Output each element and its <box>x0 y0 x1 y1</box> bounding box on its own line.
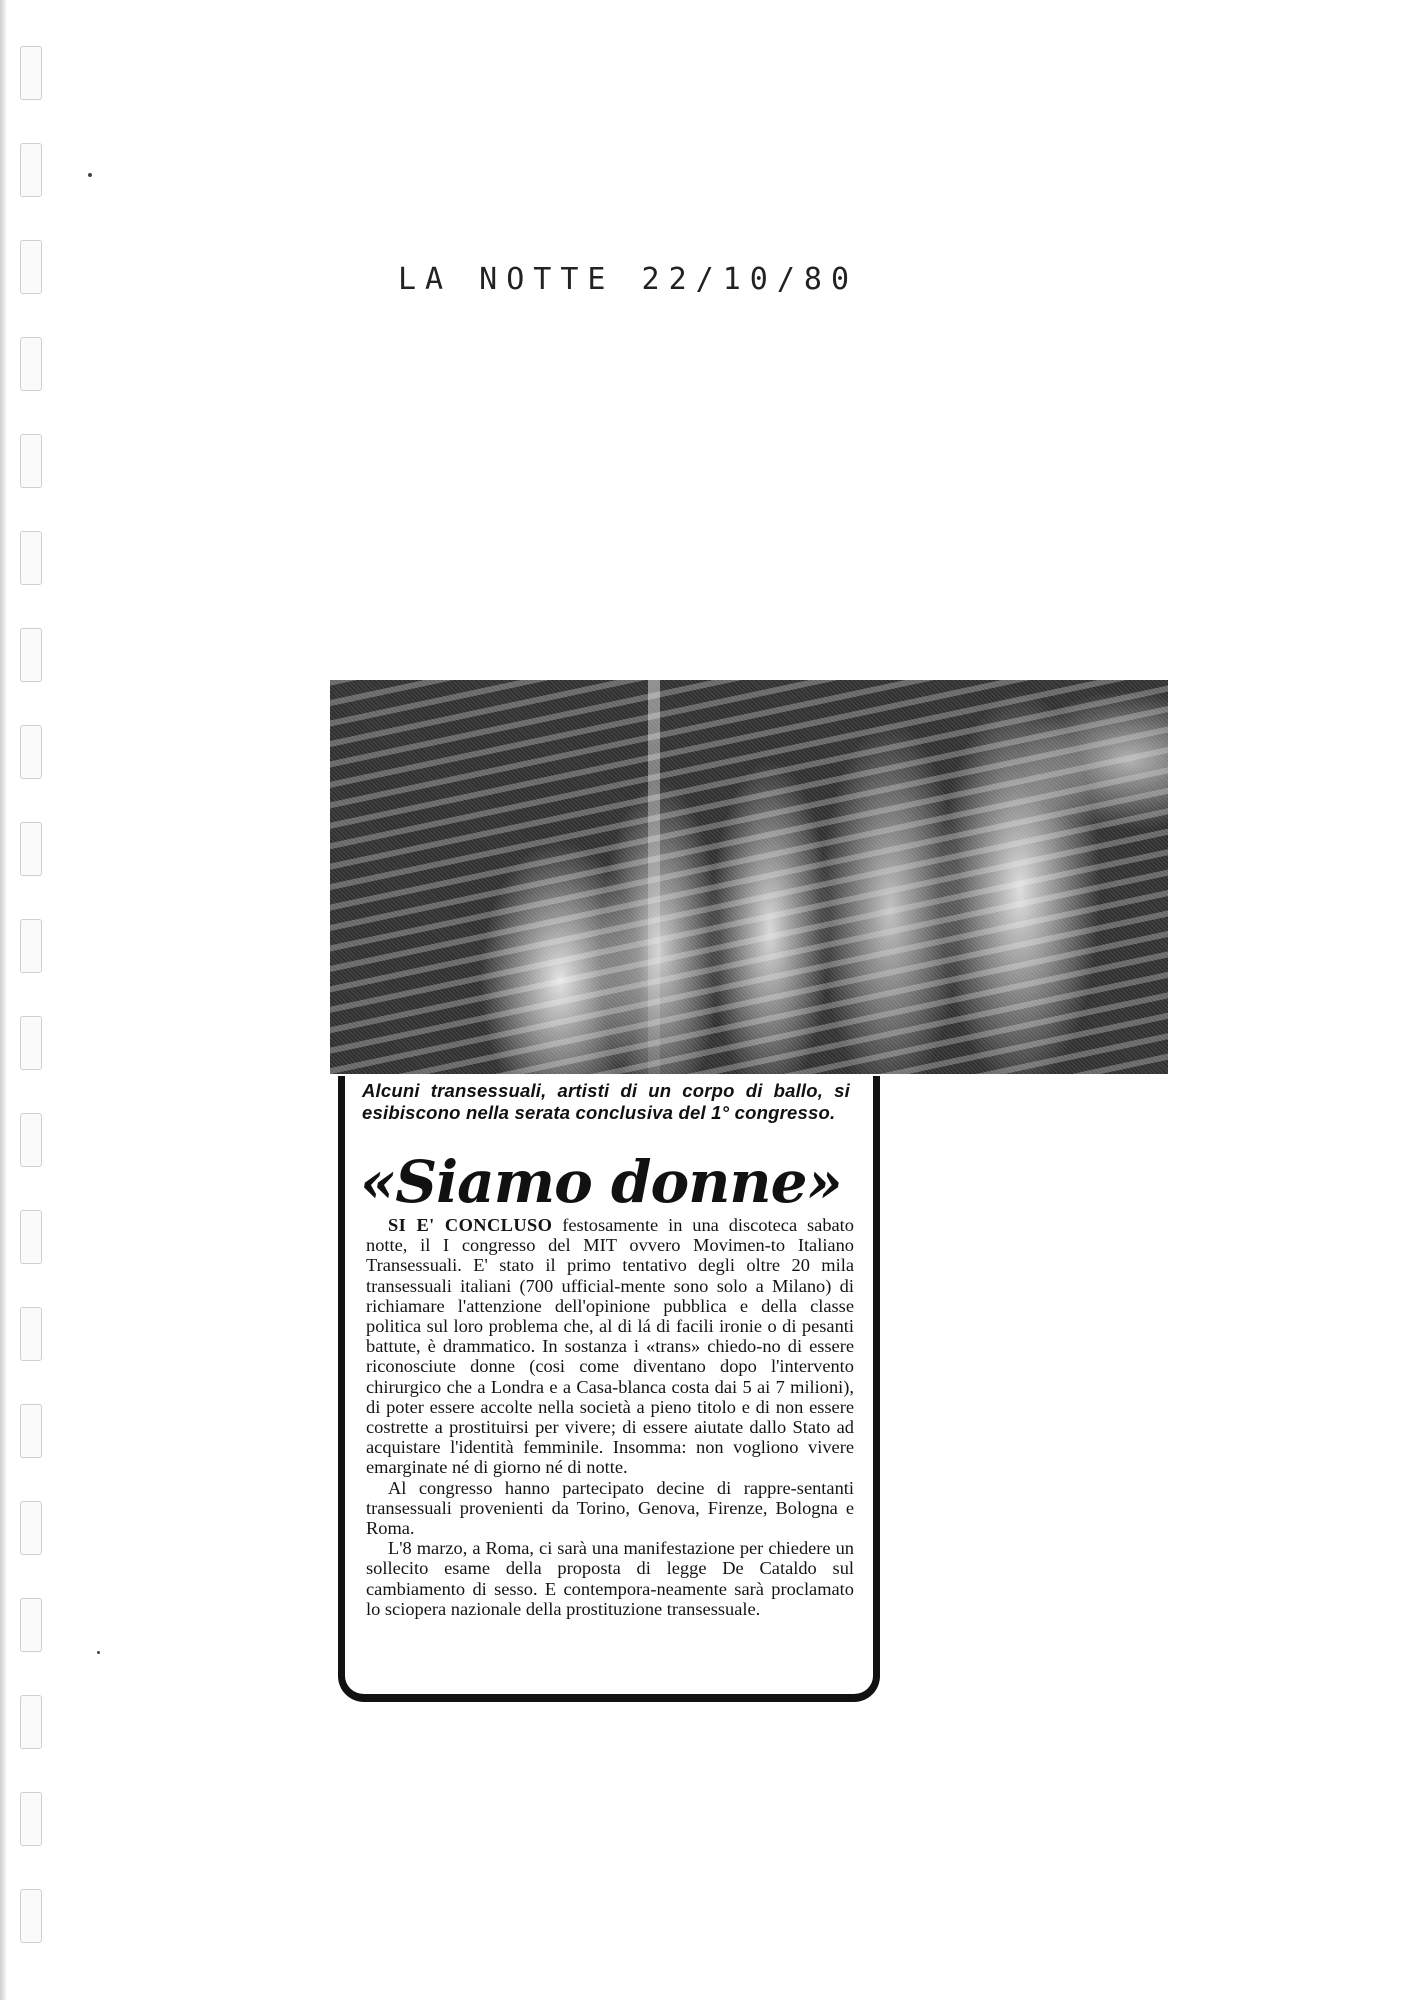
binder-hole <box>20 1016 42 1070</box>
binder-hole <box>20 822 42 876</box>
binder-hole <box>20 143 42 197</box>
article-photo <box>330 680 1168 1074</box>
scan-edge-shadow <box>0 0 6 2000</box>
photo-highlight <box>648 680 660 1074</box>
photo-caption: Alcuni transessuali, artisti di un corpo di ballo, si esibiscono nella serata conclusiva del 1° congresso. <box>362 1080 850 1123</box>
binder-hole <box>20 628 42 682</box>
article-paragraph-3: L'8 marzo, a Roma, ci sarà una manifestazione per chiedere un sollecito esame della proposta di legge De Cataldo sul cambiamento di sesso. E contempora-neamente sarà proclamato lo sciopera nazionale della prostituzione transessuale. <box>366 1538 854 1619</box>
binder-hole <box>20 1113 42 1167</box>
binder-hole <box>20 337 42 391</box>
article-body <box>366 1215 854 1619</box>
ink-speck <box>88 173 92 177</box>
binder-hole <box>20 1307 42 1361</box>
binder-hole <box>20 1404 42 1458</box>
binder-hole <box>20 46 42 100</box>
article-headline: «Siamo donne» <box>360 1148 842 1216</box>
binder-hole <box>20 1501 42 1555</box>
binder-hole <box>20 434 42 488</box>
binder-hole <box>20 240 42 294</box>
ink-speck <box>97 1651 100 1654</box>
article-paragraph-2: Al congresso hanno partecipato decine di rappre-sentanti transessuali provenienti da Torino, Genova, Firenze, Bologna e Roma. <box>366 1477 854 1539</box>
binder-hole <box>20 1889 42 1943</box>
binder-hole <box>20 1792 42 1846</box>
clipping-source-stamp: LA NOTTE 22/10/80 <box>398 262 859 297</box>
binder-hole <box>20 531 42 585</box>
binder-hole <box>20 1598 42 1652</box>
binder-hole <box>20 725 42 779</box>
binder-hole <box>20 1210 42 1264</box>
paragraph-text: festosamente in una discoteca sabato notte, il I congresso del MIT ovvero Movimen-to Italiano Transessuali. E' stato il primo tentativo degli oltre 20 mila transessuali italiani (700 ufficial-mente sono solo a Milano) di richiamare l'attenzione dell'opinione pubblica e della classe politica sul loro problema che, al di lá di facili ironie o di pesanti battute, è drammatico. In sostanza i «trans» chiedo-no di essere riconosciute donne (cosi come diventano dopo l'intervento chirurgico che a Londra e a Casa-blanca costa dai 5 ai 7 milioni), di poter essere accolte nella società a pieno titolo e di non essere costrette a prostituirsi per vivere; di essere aiutate dallo Stato ad acquistare l'identità femminile. Insomma: non vogliono vivere emarginate né di giorno né di notte. <box>366 1215 854 1478</box>
binder-hole <box>20 919 42 973</box>
article-lead-in: SI E' CONCLUSO <box>388 1215 553 1235</box>
article-paragraph-1 <box>366 1215 854 1478</box>
binder-hole <box>20 1695 42 1749</box>
